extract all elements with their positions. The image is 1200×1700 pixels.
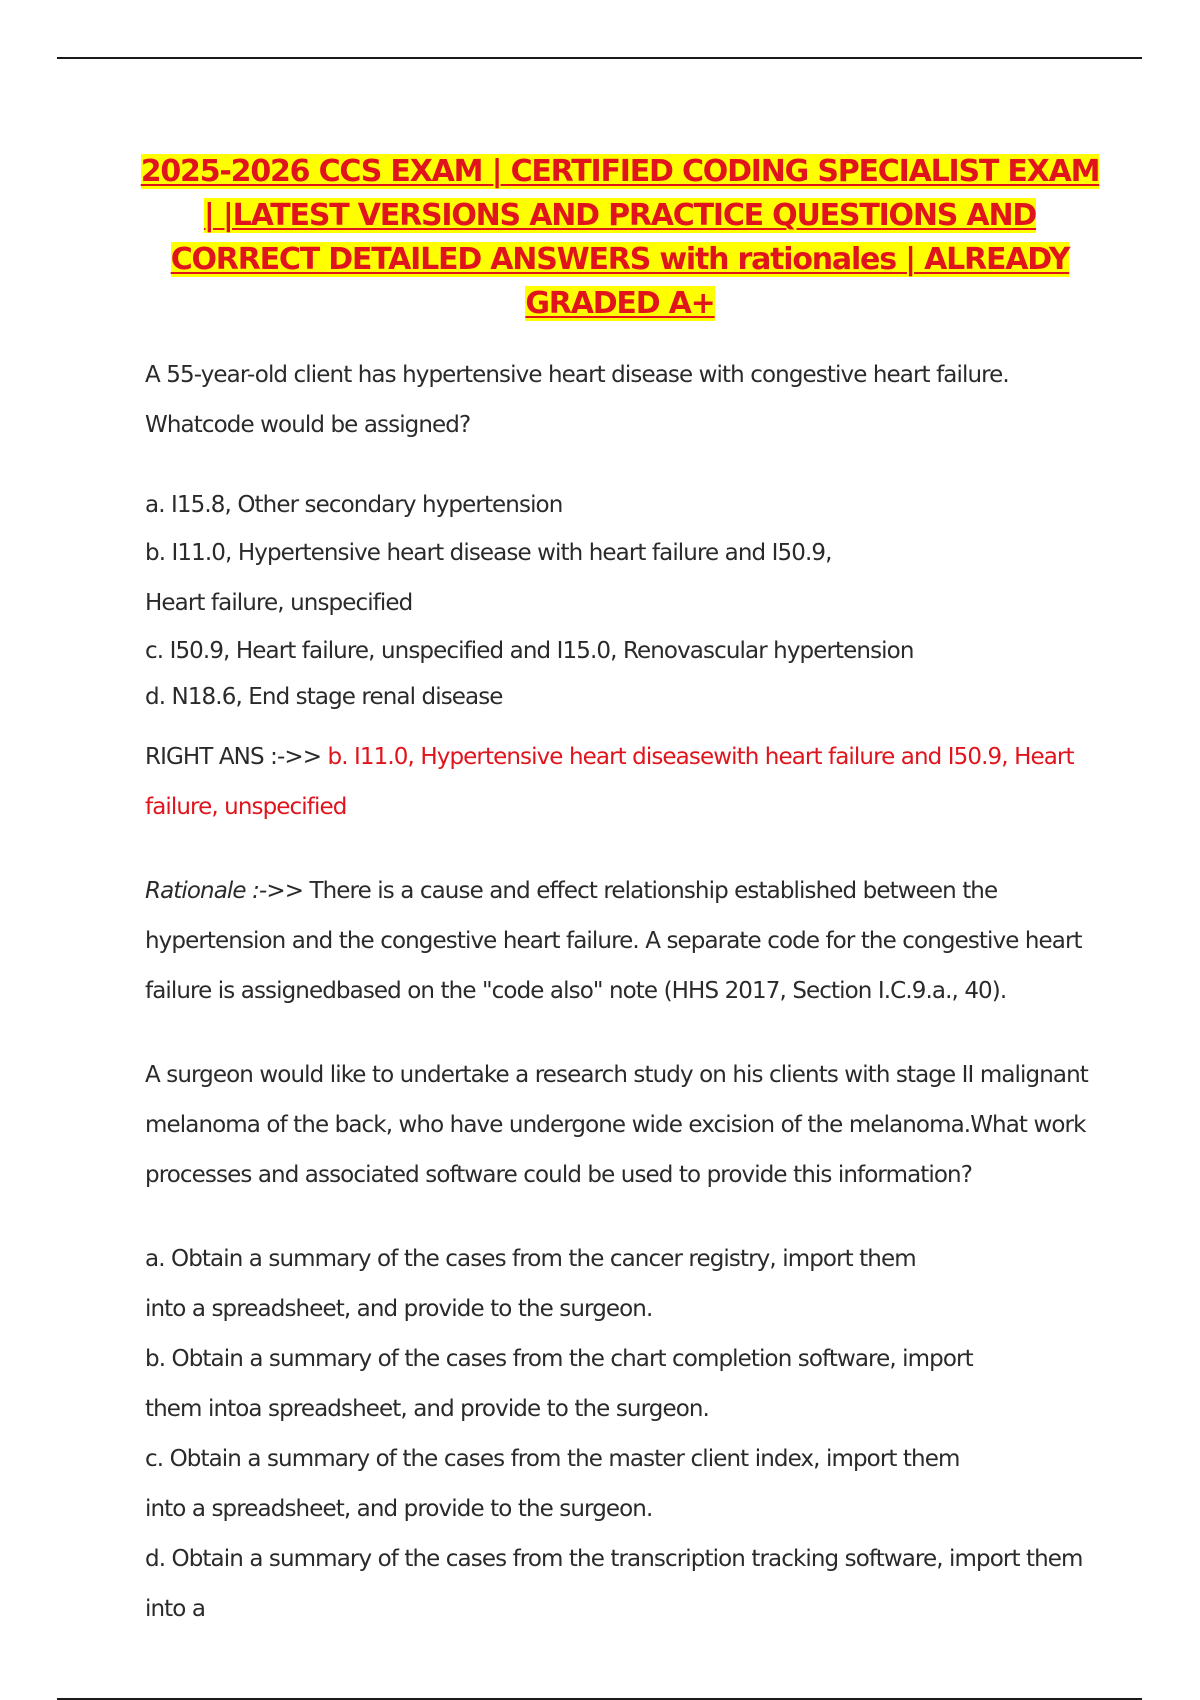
answer-label: RIGHT ANS :->> <box>145 744 328 770</box>
question-2-option-c: c. Obtain a summary of the cases from the master client index, import them into a spreadsheet, and provide to the surgeon. <box>145 1446 960 1522</box>
question-2-option-d: d. Obtain a summary of the cases from the transcription tracking software, import them into a <box>145 1546 1083 1622</box>
question-1-options <box>145 482 1095 720</box>
question-2-option-b: b. Obtain a summary of the cases from the chart completion software, import them intoa spreadsheet, and provide to the surgeon. <box>145 1346 973 1422</box>
rationale-label: Rationale :->> <box>145 878 310 904</box>
question-1-option-d: d. N18.6, End stage renal disease <box>145 684 503 710</box>
rationale-text: There is a cause and effect relationship established between the hypertension and the congestive heart failure. A separate code for the congestive heart failure is assignedbased on the "code also" note (HHS 2017, Section I.C.9.a., 40). <box>145 878 1082 1004</box>
top-rule <box>57 57 1142 59</box>
document-title-block <box>135 150 1105 326</box>
document-body <box>140 150 1100 1634</box>
question-1-option-a: a. I15.8, Other secondary hypertension <box>145 492 563 518</box>
question-1-option-c: c. I50.9, Heart failure, unspecified and I15.0, Renovascular hypertension <box>145 638 914 664</box>
document-title: 2025-2026 CCS EXAM | CERTIFIED CODING SPECIALIST EXAM | |LATEST VERSIONS AND PRACTICE QUESTIONS AND CORRECT DETAILED ANSWERS with rationales | ALREADY GRADED A+ <box>140 154 1100 321</box>
answer-text: b. I11.0, Hypertensive heart diseasewith heart failure and I50.9, Heart failure, unspecified <box>145 744 1074 820</box>
question-1-option-b: b. I11.0, Hypertensive heart disease with heart failure and I50.9, Heart failure, unspecified <box>145 540 832 616</box>
question-2-options <box>145 1234 1095 1634</box>
question-1-answer <box>145 732 1095 832</box>
question-1-rationale <box>145 866 1095 1016</box>
question-2-text: A surgeon would like to undertake a research study on his clients with stage II malignant melanoma of the back, who have undergone wide excision of the melanoma.What work processes and associated software could be used to provide this information? <box>145 1062 1088 1188</box>
question-2-option-a: a. Obtain a summary of the cases from the cancer registry, import them into a spreadsheet, and provide to the surgeon. <box>145 1246 916 1322</box>
question-1-text: A 55-year-old client has hypertensive heart disease with congestive heart failure. Whatcode would be assigned? <box>145 362 1009 438</box>
